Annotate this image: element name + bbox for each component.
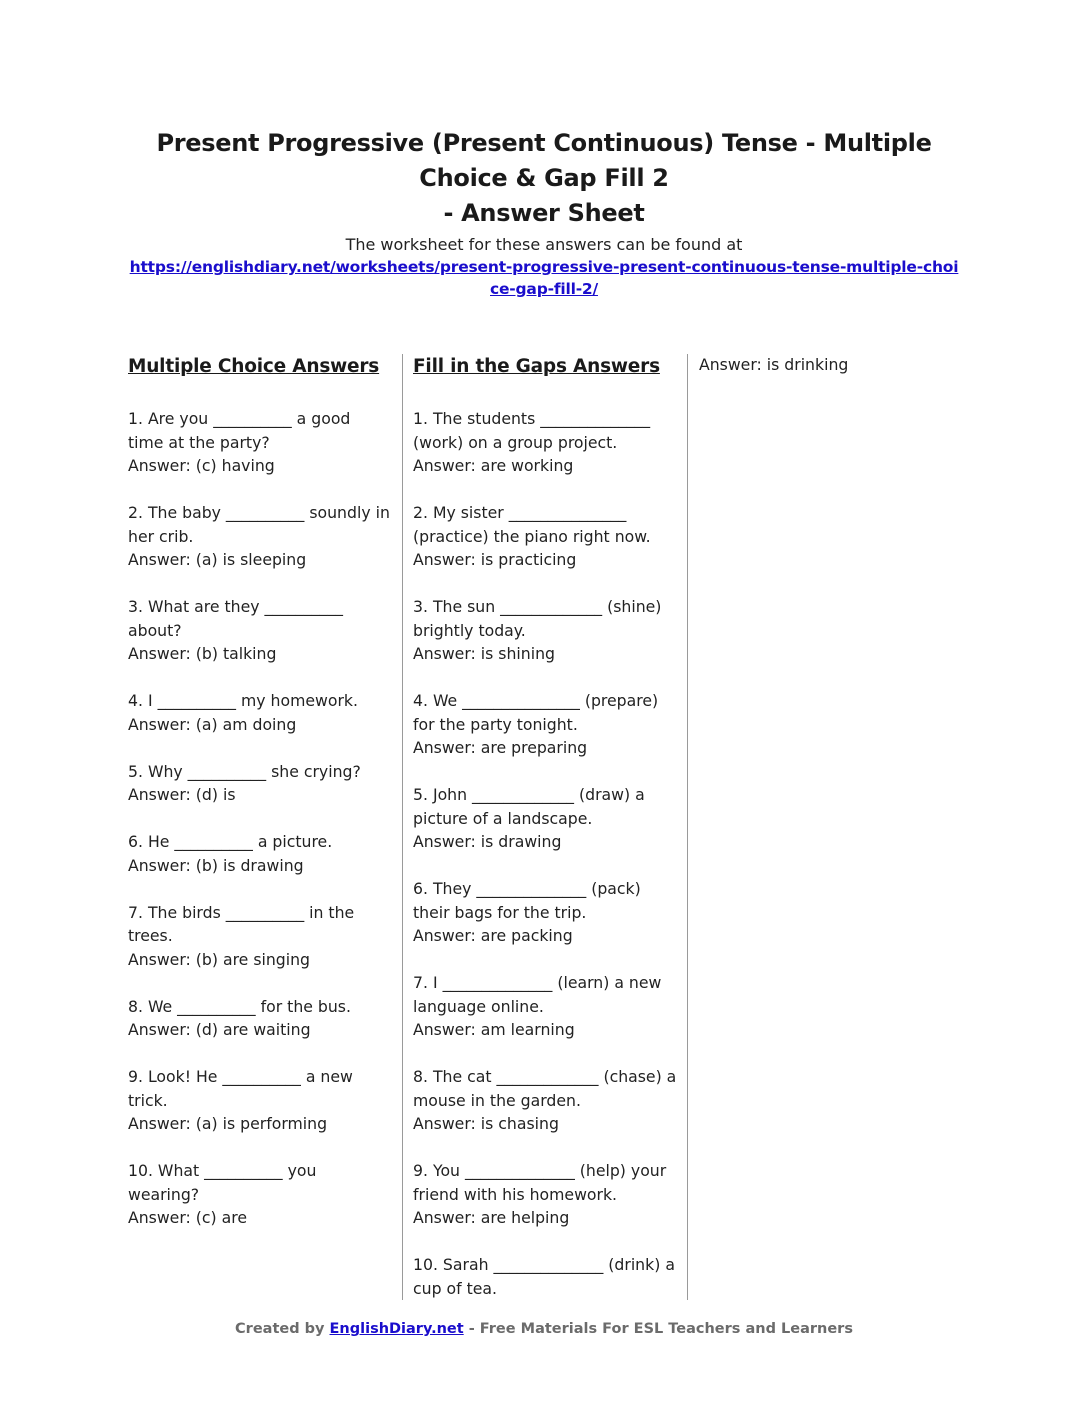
answer-text: Answer: are helping — [413, 1208, 570, 1227]
answer-item — [413, 689, 679, 760]
question-text: 10. What __________ you wearing? — [128, 1161, 317, 1204]
question-text: 4. We _______________ (prepare) for the party tonight. — [413, 691, 659, 734]
multiple-choice-list — [128, 407, 390, 1230]
multiple-choice-heading: Multiple Choice Answers — [128, 356, 380, 377]
answer-item — [413, 1253, 679, 1300]
footer-suffix: - Free Materials For ESL Teachers and Learners — [463, 1321, 853, 1337]
link-line: https://englishdiary.net/worksheets/present-progressive-present-continuous-tense-multiple-choi — [129, 258, 959, 276]
footer-site-link[interactable]: EnglishDiary.net — [329, 1321, 464, 1337]
answer-item — [413, 501, 679, 572]
answer-item — [128, 407, 390, 478]
question-text: 9. You ______________ (help) your friend with his homework. — [413, 1161, 667, 1204]
answer-item — [413, 1159, 679, 1230]
answer-text: Answer: is shining — [413, 644, 555, 663]
answer-item — [128, 1159, 390, 1230]
question-text: 5. Why __________ she crying? — [128, 761, 361, 781]
answer-text: Answer: (b) are singing — [128, 949, 311, 969]
footer-prefix: Created by — [235, 1321, 330, 1337]
question-text: 1. Are you __________ a good time at the party? — [128, 409, 351, 452]
worksheet-link[interactable] — [110, 256, 978, 300]
answer-item — [413, 783, 679, 854]
footer — [0, 1321, 1088, 1337]
gap-fill-column — [413, 354, 679, 1324]
answer-item — [413, 595, 679, 666]
answer-text: Answer: (d) is — [128, 785, 236, 804]
question-text: 5. John _____________ (draw) a picture of a landscape. — [413, 785, 645, 828]
answer-text: Answer: are working — [413, 456, 574, 475]
answer-text: Answer: (c) are — [128, 1208, 247, 1227]
page-header — [110, 126, 978, 300]
column-divider — [687, 354, 688, 1300]
answer-text: Answer: (b) is drawing — [128, 855, 304, 875]
answer-item — [128, 830, 390, 877]
question-text: 3. What are they __________ about? — [128, 597, 343, 640]
question-text: 3. The sun _____________ (shine) brightly today. — [413, 597, 662, 640]
gap-fill-heading: Fill in the Gaps Answers — [413, 356, 660, 377]
answer-text: Answer: (d) are waiting — [128, 1020, 311, 1039]
subtitle: The worksheet for these answers can be found at — [345, 235, 743, 254]
answer-text: Answer: is drawing — [413, 832, 562, 851]
question-text: 7. The birds __________ in the trees. — [128, 902, 355, 945]
link-line: ce-gap-fill-2/ — [490, 280, 598, 298]
question-text: 8. We __________ for the bus. — [128, 996, 351, 1016]
answer-text: Answer: (c) having — [128, 456, 275, 475]
answer-text: Answer: (b) talking — [128, 644, 277, 663]
answer-text: Answer: is chasing — [413, 1114, 559, 1133]
question-text: 6. They ______________ (pack) their bags for the trip. — [413, 879, 641, 922]
question-text: 2. The baby __________ soundly in her crib. — [128, 503, 390, 546]
multiple-choice-column — [128, 354, 390, 1253]
answer-item — [128, 760, 390, 807]
answer-text: Answer: are packing — [413, 926, 573, 945]
answer-item — [413, 407, 679, 478]
answer-item — [128, 1065, 390, 1136]
page-title — [110, 126, 978, 231]
answer-text: Answer: (a) is performing — [128, 1114, 328, 1133]
answer-text: Answer: is practicing — [413, 550, 577, 569]
answer-text: Answer: am learning — [413, 1020, 575, 1039]
question-text: 2. My sister _______________ (practice) the piano right now. — [413, 503, 651, 546]
answer-item — [128, 995, 390, 1042]
answer-item — [128, 901, 390, 972]
title-line: Choice & Gap Fill 2 — [419, 164, 669, 192]
title-line: - Answer Sheet — [443, 199, 645, 227]
question-text: 6. He __________ a picture. — [128, 832, 333, 851]
answer-text: Answer: (a) am doing — [128, 714, 297, 734]
question-text: 10. Sarah ______________ (drink) a cup of tea. — [413, 1255, 675, 1298]
answer-item — [128, 689, 390, 736]
title-line: Present Progressive (Present Continuous) Tense - Multiple — [156, 129, 932, 157]
answer-item — [413, 971, 679, 1042]
overflow-answer: Answer: is drinking — [699, 355, 849, 374]
question-text: 7. I ______________ (learn) a new language online. — [413, 973, 662, 1016]
answer-item — [128, 501, 390, 572]
answer-text: Answer: (a) is sleeping — [128, 550, 307, 569]
answer-text: Answer: are preparing — [413, 738, 588, 757]
question-text: 4. I __________ my homework. — [128, 691, 358, 710]
question-text: 1. The students ______________ (work) on a group project. — [413, 409, 651, 452]
answer-item — [413, 877, 679, 948]
answer-item — [413, 1065, 679, 1136]
gap-fill-list — [413, 407, 679, 1300]
column-divider — [402, 354, 403, 1300]
answer-item — [128, 595, 390, 666]
overflow-column — [699, 354, 959, 376]
question-text: 9. Look! He __________ a new trick. — [128, 1067, 353, 1110]
question-text: 8. The cat _____________ (chase) a mouse in the garden. — [413, 1067, 677, 1110]
